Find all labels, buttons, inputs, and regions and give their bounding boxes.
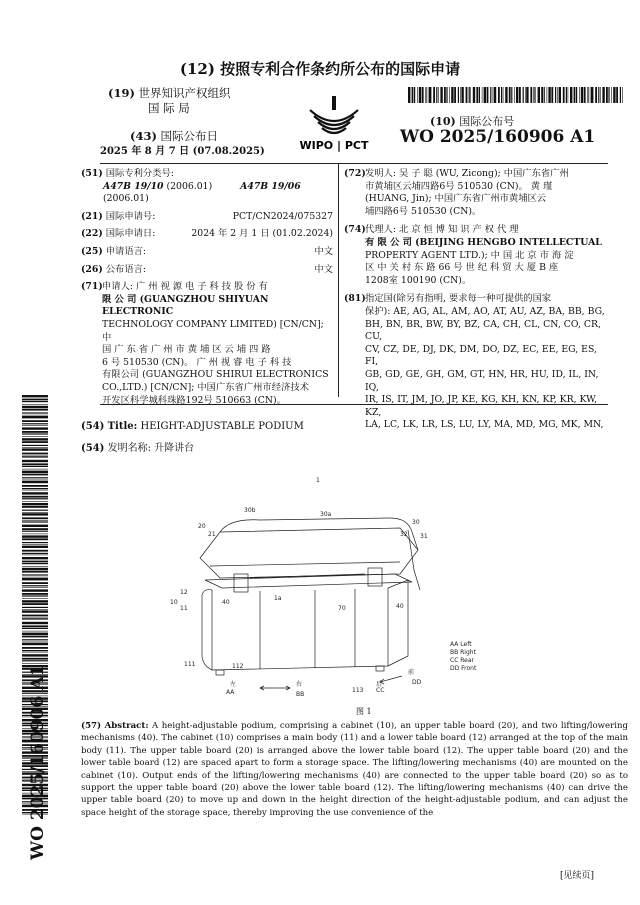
- title-cn-line: (54) 发明名称: 升降讲台: [81, 443, 195, 454]
- barcode-bar: [22, 663, 48, 664]
- barcode-bar: [526, 87, 528, 103]
- barcode-bar: [22, 563, 48, 564]
- barcode-bar: [22, 513, 48, 515]
- barcode-bar: [22, 625, 48, 627]
- barcode-bar: [620, 87, 621, 103]
- barcode-bar: [22, 503, 48, 505]
- barcode-bar: [514, 87, 515, 103]
- barcode-bar: [493, 87, 494, 103]
- top-barcode: [408, 87, 623, 103]
- barcode-bar: [544, 87, 545, 103]
- barcode-bar: [22, 481, 48, 483]
- barcode-bar: [613, 87, 615, 103]
- barcode-bar: [563, 87, 565, 103]
- barcode-bar: [22, 433, 48, 434]
- legend-aa: AA Left: [450, 641, 472, 648]
- barcode-bar: [22, 420, 48, 422]
- legend-dd: DD Front: [450, 665, 477, 672]
- barcode-bar: [449, 87, 450, 103]
- barcode-bar: [581, 87, 583, 103]
- field-74: (74) 代理人: 北 京 恒 博 知 识 产 权 代 理 有 限 公 司 (BEIJING HENGBO INTELLECTUAL PROPERTY AGENT LTD.); 中 国 北 京 市 海 淀 区 中 关 村 东 路 66 号 世 纪 科 贸 大 厦 B 座 1208室 100190 (CN)。: [344, 224, 602, 286]
- barcode-bar: [429, 87, 431, 103]
- barcode-bar: [22, 522, 48, 523]
- barcode-bar: [587, 87, 588, 103]
- barcode-bar: [525, 87, 526, 103]
- barcode-bar: [22, 441, 48, 443]
- barcode-bar: [600, 87, 601, 103]
- barcode-bar: [530, 87, 532, 103]
- label-40-right: 40: [396, 603, 404, 610]
- barcode-bar: [490, 87, 491, 103]
- wipo-logo: [288, 92, 380, 152]
- barcode-bar: [487, 87, 489, 103]
- org-block: [108, 86, 258, 116]
- barcode-bar: [598, 87, 599, 103]
- barcode-bar: [22, 485, 48, 487]
- barcode-bar: [591, 87, 593, 103]
- barcode-bar: [22, 577, 48, 578]
- barcode-bar: [22, 448, 48, 450]
- barcode-bar: [22, 585, 48, 586]
- barcode-bar: [22, 652, 48, 653]
- field-25: (25) 申请语言: 中文: [81, 245, 333, 257]
- barcode-bar: [22, 546, 48, 548]
- barcode-bar: [22, 469, 48, 470]
- barcode-bar: [22, 490, 48, 491]
- barcode-bar: [22, 582, 48, 584]
- barcode-bar: [22, 488, 48, 489]
- barcode-bar: [22, 607, 48, 608]
- label-113: 113: [352, 687, 364, 694]
- abstract-label: Abstract:: [104, 721, 149, 731]
- barcode-bar: [22, 496, 48, 498]
- barcode-bar: [414, 87, 415, 103]
- barcode-bar: [22, 423, 48, 424]
- label-32: 32: [400, 531, 408, 538]
- title-en-line: (54) Title: HEIGHT-ADJUSTABLE PODIUM: [81, 421, 304, 432]
- abstract: [81, 720, 628, 819]
- barcode-bar: [22, 650, 48, 651]
- barcode-bar: [22, 517, 48, 519]
- publication-number: WO 2025/160906 A1: [400, 127, 596, 147]
- label-30: 30: [412, 519, 420, 526]
- barcode-bar: [22, 528, 48, 530]
- barcode-bar: [22, 416, 48, 418]
- barcode-bar: [22, 622, 48, 624]
- label-1a: 1a: [274, 595, 282, 602]
- org-name: 世界知识产权组织: [138, 86, 231, 100]
- barcode-bar: [438, 87, 439, 103]
- barcode-bar: [584, 87, 586, 103]
- label-70: 70: [338, 605, 346, 612]
- barcode-bar: [548, 87, 550, 103]
- pubdate-label: 国际公布日: [160, 129, 219, 143]
- barcode-bar: [22, 512, 48, 513]
- label-BB: BB: [296, 691, 305, 698]
- barcode-bar: [22, 401, 48, 402]
- barcode-bar: [22, 412, 48, 413]
- abstract-code: (57): [81, 721, 102, 731]
- barcode-bar: [538, 87, 540, 103]
- barcode-bar: [22, 445, 48, 446]
- barcode-bar: [22, 568, 48, 570]
- label-30b: 30b: [244, 507, 256, 514]
- label-111: 111: [184, 661, 196, 668]
- barcode-bar: [494, 87, 496, 103]
- right-fields: [344, 168, 608, 432]
- title-en: HEIGHT-ADJUSTABLE PODIUM: [140, 421, 304, 432]
- barcode-bar: [22, 610, 48, 612]
- barcode-bar: [501, 87, 502, 103]
- barcode-bar: [533, 87, 534, 103]
- barcode-bar: [22, 460, 48, 462]
- barcode-bar: [22, 654, 48, 656]
- field-71: (71) 申请人: 广 州 视 源 电 子 科 技 股 份 有 限 公 司 (GUANGZHOU SHIYUAN ELECTRONIC TECHNOLOGY COMPANY LIMITED) [CN/CN]; 中 国 广 东 省 广 州 市 黄 埔 区 云 埔 四 路 6 号 510530 (CN)。 广 州 视 睿 电 子 科 技 有限公司 (GUANGZHOU SHIRUI ELECTRONICS CO.,LTD.) [CN/CN]; 中国广东省广州市经济技术 开发区科学城科珠路192号 510663 (CN)。: [81, 281, 329, 406]
- barcode-bar: [22, 587, 48, 588]
- barcode-bar: [22, 589, 48, 591]
- legend-bb: BB Right: [450, 649, 476, 656]
- barcode-bar: [22, 574, 48, 575]
- barcode-bar: [22, 578, 48, 580]
- barcode-bar: [22, 639, 48, 640]
- barcode-bar: [22, 571, 48, 573]
- barcode-bar: [22, 471, 48, 473]
- field-51-values: A47B 19/10 (2006.01) A47B 19/06 (2006.01): [103, 180, 301, 205]
- barcode-bar: [22, 555, 48, 556]
- barcode-bar: [22, 436, 48, 437]
- barcode-bar: [22, 501, 48, 502]
- barcode-bar: [412, 87, 414, 103]
- header-divider: [100, 163, 608, 164]
- barcode-bar: [541, 87, 543, 103]
- barcode-bar: [22, 474, 48, 476]
- abstract-text: A height-adjustable podium, comprising a cabinet (10), an upper table board (20), and two lifting/lowering mechanisms (40). The cabinet (10) comprises a main body (11) and a lower table board (12) arranged at the top of the main body (11). The upper table board (20) is arranged above the lower table board (12). The upper table board (20) and the lower table board (12) are spaced apart to form a storage space. The lifting/lowering mechanisms (40) are mounted on the cabinet (10). Output ends of the lifting/lowering mechanisms (40) are connected to the upper table board (20) so as to support the upper table board (20) above the lower table board (12). The lifting/lowering mechanisms (40) can drive the upper table board (20) to move up and down in the height direction of the height-adjustable podium, and can adjust the space height of the storage space, thereby improving the use convenience of the: [81, 721, 628, 818]
- barcode-bar: [22, 642, 48, 643]
- barcode-bar: [22, 425, 48, 426]
- barcode-bar: [454, 87, 456, 103]
- barcode-bar: [602, 87, 604, 103]
- barcode-bar: [22, 658, 48, 660]
- org-code: (19): [108, 86, 135, 100]
- barcode-bar: [446, 87, 447, 103]
- pubdate-code: (43): [130, 129, 157, 143]
- label-11: 11: [180, 605, 188, 612]
- field-81: (81) 指定国(除另有指明, 要求每一种可提供的国家 保护): AE, AG, AL, AM, AO, AT, AU, AZ, BA, BB, BG, BH, BN, BR, BW, BY, BZ, CA, CH, CL, CN, CO, CR, CU, CV, CZ, DE, DJ, DK, DM, DO, DZ, EC, EE, EG, ES, FI, GB, GD, GE, GH, GM, GT, HN, HR, HU, ID, IL, IN, IQ, IR, IS, IT, JM, JO, JP, KE, KG, KH, KN, KP, KR, KW, KZ, LA, LC, LK, LR, LS, LU, LY, MA, MD, MG, MK, MN,: [344, 293, 605, 431]
- barcode-bar: [22, 618, 48, 619]
- barcode-bar: [590, 87, 591, 103]
- barcode-bar: [22, 660, 48, 661]
- barcode-bar: [22, 477, 48, 478]
- org-name-line2: 国 际 局: [148, 101, 190, 115]
- barcode-bar: [22, 466, 48, 467]
- label-12: 12: [180, 589, 188, 596]
- barcode-bar: [470, 87, 471, 103]
- label-AA: AA: [226, 689, 235, 696]
- barcode-bar: [22, 409, 48, 411]
- barcode-bar: [22, 566, 48, 567]
- barcode-bar: [576, 87, 577, 103]
- field-21: (21) 国际申请号: PCT/CN2024/075327: [81, 210, 333, 222]
- barcode-bar: [479, 87, 480, 103]
- barcode-bar: [22, 550, 48, 552]
- barcode-bar: [22, 561, 48, 563]
- label-front-cn: 前: [408, 669, 415, 676]
- barcode-bar: [22, 542, 48, 543]
- barcode-bar: [22, 643, 48, 645]
- legend-cc: CC Rear: [450, 657, 475, 664]
- barcode-bar: [419, 87, 421, 103]
- barcode-bar: [516, 87, 518, 103]
- barcode-bar: [22, 544, 48, 545]
- label-DD: DD: [412, 679, 422, 686]
- barcode-bar: [622, 87, 623, 103]
- label-40-left: 40: [222, 599, 230, 606]
- pubdate-value: 2025 年 8 月 7 日 (07.08.2025): [100, 146, 265, 157]
- barcode-bar: [436, 87, 437, 103]
- barcode-bar: [523, 87, 524, 103]
- barcode-bar: [22, 520, 48, 521]
- barcode-bar: [22, 615, 48, 617]
- barcode-bar: [535, 87, 536, 103]
- barcode-bar: [566, 87, 567, 103]
- figure-caption: 图 1: [356, 707, 372, 716]
- barcode-bar: [22, 427, 48, 429]
- pubno-code: (10): [430, 115, 456, 128]
- label-left-cn: 左: [230, 681, 237, 688]
- barcode-bar: [595, 87, 597, 103]
- field-22: (22) 国际申请日: 2024 年 2 月 1 日 (01.02.2024): [81, 228, 333, 240]
- label-21: 21: [208, 531, 216, 538]
- barcode-bar: [460, 87, 461, 103]
- barcode-bar: [440, 87, 442, 103]
- barcode-bar: [505, 87, 507, 103]
- barcode-bar: [503, 87, 504, 103]
- field-51: (51) 国际专利分类号:: [81, 168, 174, 179]
- barcode-bar: [461, 87, 463, 103]
- barcode-bar: [22, 595, 48, 596]
- field-26: (26) 公布语言: 中文: [81, 263, 333, 275]
- side-publication-number: WO 2025/160906 A1: [28, 664, 48, 860]
- barcode-bar: [22, 603, 48, 605]
- barcode-bar: [22, 498, 48, 499]
- barcode-bar: [22, 538, 48, 540]
- barcode-bar: [22, 631, 48, 632]
- barcode-bar: [22, 506, 48, 508]
- barcode-bar: [484, 87, 486, 103]
- barcode-bar: [511, 87, 512, 103]
- barcode-bar: [22, 633, 48, 635]
- label-1: 1: [316, 477, 320, 484]
- label-10: 10: [170, 599, 178, 606]
- barcode-bar: [425, 87, 426, 103]
- barcode-bar: [444, 87, 446, 103]
- barcode-bar: [22, 525, 48, 527]
- barcode-bar: [417, 87, 418, 103]
- barcode-bar: [22, 453, 48, 455]
- barcode-bar: [22, 534, 48, 535]
- barcode-bar: [22, 447, 48, 448]
- barcode-bar: [22, 406, 48, 408]
- barcode-bar: [22, 535, 48, 537]
- continued-note: [见续页]: [560, 871, 595, 881]
- barcode-bar: [22, 557, 48, 559]
- barcode-bar: [428, 87, 429, 103]
- barcode-bar: [22, 399, 48, 401]
- barcode-bar: [22, 456, 48, 457]
- barcode-bar: [22, 492, 48, 494]
- barcode-bar: [482, 87, 483, 103]
- wipo-text: WIPO | PCT: [299, 139, 369, 152]
- barcode-bar: [473, 87, 475, 103]
- label-CC: CC: [376, 687, 385, 694]
- barcode-bar: [22, 628, 48, 629]
- barcode-bar: [422, 87, 424, 103]
- barcode-bar: [22, 553, 48, 554]
- barcode-bar: [611, 87, 612, 103]
- barcode-bar: [509, 87, 511, 103]
- column-divider: [338, 164, 339, 397]
- barcode-bar: [568, 87, 569, 103]
- barcode-bar: [22, 438, 48, 440]
- barcode-bar: [22, 404, 48, 405]
- label-30a: 30a: [320, 511, 332, 518]
- label-31: 31: [420, 533, 428, 540]
- barcode-bar: [559, 87, 561, 103]
- label-112: 112: [232, 663, 244, 670]
- barcode-bar: [579, 87, 580, 103]
- barcode-bar: [408, 87, 410, 103]
- barcode-bar: [608, 87, 609, 103]
- barcode-bar: [22, 619, 48, 620]
- barcode-bar: [22, 510, 48, 511]
- field-72: (72) 发明人: 吴 子 聪 (WU, Zicong); 中国广东省广州 市黄埔区云埔四路6号 510530 (CN)。 黄 瑾 (HUANG, Jin); 中国广东省广州市黄埔区云 埔四路6号 510530 (CN)。: [344, 168, 569, 217]
- barcode-bar: [555, 87, 556, 103]
- barcode-bar: [22, 647, 48, 649]
- barcode-bar: [22, 636, 48, 638]
- barcode-bar: [574, 87, 576, 103]
- barcode-bar: [22, 593, 48, 595]
- label-20: 20: [198, 523, 206, 530]
- barcode-bar: [469, 87, 470, 103]
- label-right-cn: 右: [296, 681, 303, 688]
- fields-divider: [100, 404, 608, 405]
- barcode-bar: [22, 609, 48, 610]
- barcode-bar: [476, 87, 478, 103]
- barcode-bar: [498, 87, 500, 103]
- title-cn: 升降讲台: [154, 443, 195, 454]
- barcode-bar: [547, 87, 548, 103]
- barcode-bar: [22, 463, 48, 465]
- barcode-bar: [570, 87, 572, 103]
- barcode-bar: [451, 87, 453, 103]
- barcode-bar: [22, 480, 48, 481]
- barcode-bar: [458, 87, 459, 103]
- barcode-bar: [466, 87, 468, 103]
- barcode-bar: [551, 87, 553, 103]
- barcode-bar: [22, 395, 48, 397]
- barcode-bar: [557, 87, 558, 103]
- barcode-bar: [616, 87, 618, 103]
- barcode-bar: [22, 598, 48, 599]
- barcode-bar: [22, 457, 48, 458]
- barcode-bar: [22, 431, 48, 433]
- left-fields: [81, 168, 333, 407]
- barcode-bar: [519, 87, 521, 103]
- label-rear-cn: 后: [376, 681, 383, 688]
- barcode-bar: [22, 600, 48, 602]
- barcode-bar: [22, 531, 48, 532]
- barcode-bar: [606, 87, 608, 103]
- patent-drawing: [150, 470, 480, 700]
- pubno-label: 国际公布号: [459, 115, 515, 128]
- document-title: (12) 按照专利合作条约所公布的国际申请: [179, 60, 461, 78]
- barcode-bar: [22, 415, 48, 416]
- barcode-bar: [433, 87, 435, 103]
